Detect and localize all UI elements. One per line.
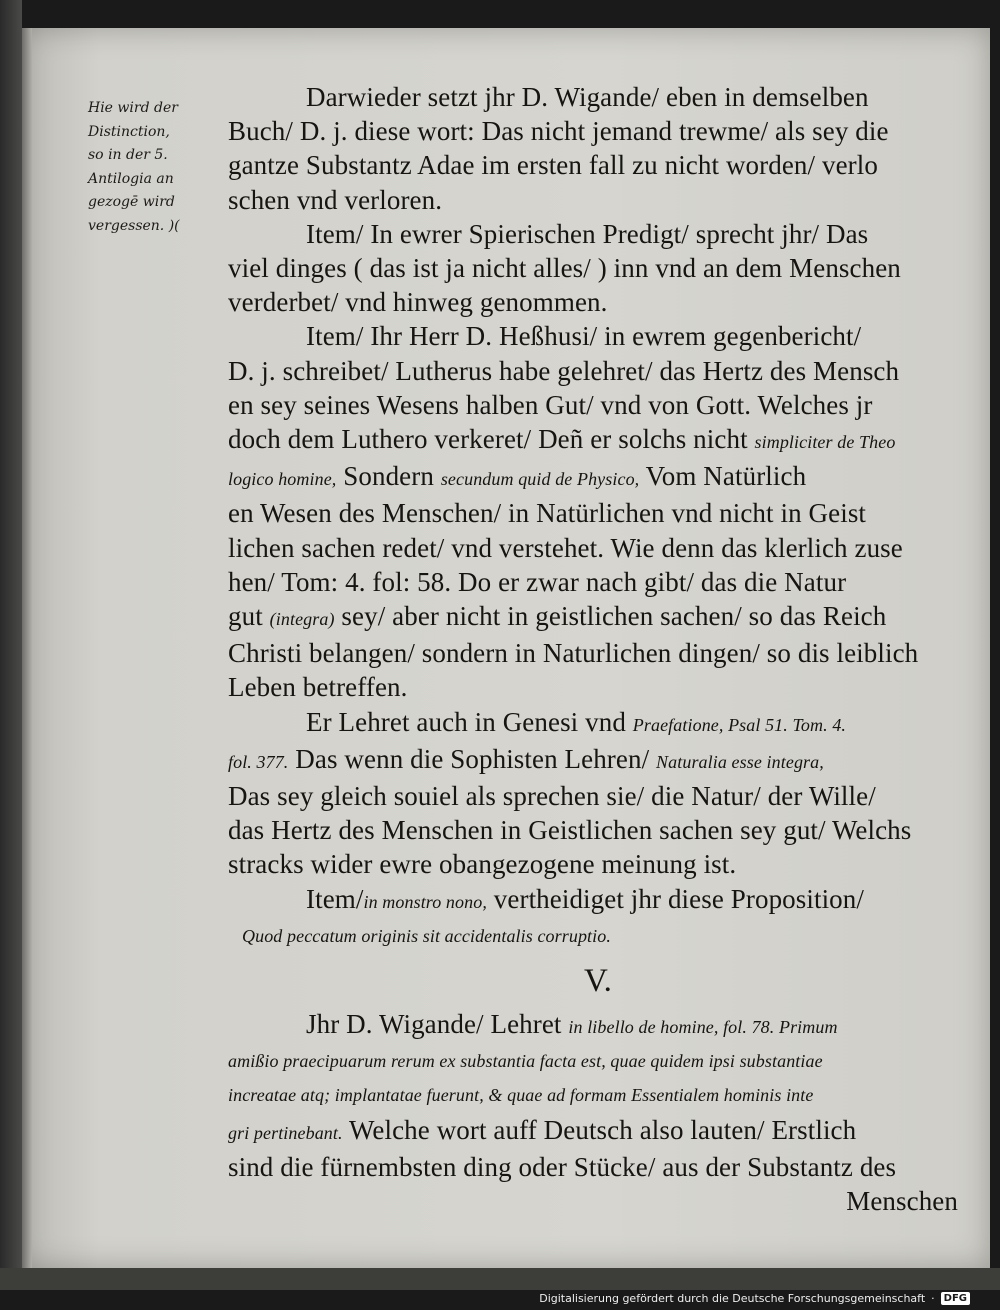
margin-line: Hie wird der <box>88 100 178 116</box>
latin-span: (integra) <box>269 609 335 630</box>
text-line: verderbet/ vnd hinweg genommen. <box>228 287 608 318</box>
text-span: Vom Natürlich <box>645 461 807 492</box>
latin-span: Praefatione, Psal 51. Tom. 4. <box>632 714 847 735</box>
latin-span: in monstro nono, <box>363 891 487 912</box>
text-span: Sondern <box>343 461 434 492</box>
margin-line: Distinction, <box>88 123 170 140</box>
latin-span: Naturalia esse integra, <box>656 751 824 772</box>
text-line: viel dinges ( das ist ja nicht alles/ ) inn vnd an dem Menschen <box>228 253 901 284</box>
latin-line: Quod peccatum originis sit accidentalis corruptio. <box>242 925 611 946</box>
text-span: sey/ aber nicht in geistlichen sachen/ so das Reich <box>341 601 887 632</box>
text-span: doch dem Luthero verkeret/ Deñ er solchs nicht <box>228 424 748 455</box>
margin-line: Antilogia an <box>88 170 174 187</box>
text-span: Welche wort auff Deutsch also lauten/ Erstlich <box>348 1114 857 1145</box>
latin-span: gri pertinebant. <box>228 1122 343 1143</box>
text-line: sind die fürnembsten ding oder Stücke/ aus der Substantz des <box>228 1151 897 1182</box>
paragraph-3 <box>228 319 968 704</box>
latin-span: fol. 377. <box>228 751 289 772</box>
text-line <box>228 1007 968 1044</box>
paragraph-1 <box>228 80 968 217</box>
section-heading: V. <box>583 963 613 1000</box>
text-line <box>228 459 968 496</box>
paragraph-4 <box>228 705 968 882</box>
dfg-logo: DFG <box>941 1292 970 1305</box>
text-line <box>228 882 968 919</box>
text-line: schen vnd verloren. <box>228 184 443 215</box>
margin-line: vergessen. )( <box>88 217 180 234</box>
text-line <box>228 599 968 636</box>
margin-line: gezogē wird <box>88 194 175 210</box>
footer-text: Digitalisierung gefördert durch die Deutsche Forschungsgemeinschaft <box>539 1292 926 1305</box>
funding-footer <box>539 1292 970 1305</box>
latin-span: simpliciter de Theo <box>754 432 896 453</box>
scan-border-bottom <box>0 1268 1000 1290</box>
text-line: Buch/ D. j. diese wort: Das nicht jemand trewme/ als sey die <box>228 116 889 147</box>
margin-note <box>88 97 238 238</box>
text-line: D. j. schreibet/ Lutherus habe gelehret/ das Hertz des Mensch <box>228 355 900 386</box>
text-line: Christi belangen/ sondern in Naturlichen dingen/ so dis leiblich <box>228 638 919 669</box>
text-line: hen/ Tom: 4. fol: 58. Do er zwar nach gibt/ das die Natur <box>228 566 847 597</box>
scan-border-left <box>0 0 22 1290</box>
text-line <box>228 422 968 459</box>
text-span: Jhr D. Wigande/ Lehret <box>306 1009 562 1040</box>
latin-line: increatae atq; implantatae fuerunt, & quae ad formam Essentialem hominis inte <box>228 1085 814 1106</box>
catchword: Menschen <box>846 1186 958 1217</box>
text-line: gantze Substantz Adae im ersten fall zu nicht worden/ verlo <box>228 150 878 181</box>
footer-separator: · <box>931 1292 935 1305</box>
text-line <box>228 705 968 742</box>
main-text <box>228 80 968 1218</box>
text-line <box>228 742 968 779</box>
text-line: Leben betreffen. <box>228 672 408 703</box>
text-line: das Hertz des Menschen in Geistlichen sachen sey gut/ Welchs <box>228 815 912 846</box>
text-line: en sey seines Wesens halben Gut/ vnd von Gott. Welches jr <box>228 389 873 420</box>
text-line: Darwieder setzt jhr D. Wigande/ eben in demselben <box>306 82 869 112</box>
paragraph-5 <box>228 882 968 953</box>
text-line: stracks wider ewre obangezogene meinung ist. <box>228 849 737 880</box>
page-edge <box>22 28 32 1268</box>
text-line: lichen sachen redet/ vnd verstehet. Wie denn das klerlich zuse <box>228 532 903 563</box>
text-span: Das wenn die Sophisten Lehren/ <box>295 743 650 774</box>
text-line: Item/ In ewrer Spierischen Predigt/ sprecht jhr/ Das <box>306 218 869 249</box>
latin-span: secundum quid de Physico, <box>440 469 640 490</box>
text-span: Item/ <box>306 883 364 914</box>
text-line <box>228 1113 968 1150</box>
text-span: gut <box>228 601 263 632</box>
text-span: vertheidiget jhr diese Proposition/ <box>493 883 864 914</box>
latin-line: amißio praecipuarum rerum ex substantia facta est, quae quidem ipsi substantiae <box>228 1051 823 1072</box>
latin-span: logico homine, <box>228 469 337 490</box>
text-line: Item/ Ihr Herr D. Heßhusi/ in ewrem gegenbericht/ <box>306 321 862 352</box>
paragraph-6 <box>228 1007 968 1218</box>
margin-line: so in der 5. <box>88 147 168 163</box>
text-line: Das sey gleich souiel als sprechen sie/ die Natur/ der Wille/ <box>228 781 876 812</box>
latin-span: in libello de homine, fol. 78. Primum <box>568 1017 838 1038</box>
text-span: Er Lehret auch in Genesi vnd <box>306 706 626 737</box>
text-line: en Wesen des Menschen/ in Natürlichen vnd nicht in Geist <box>228 498 867 529</box>
paragraph-2 <box>228 217 968 320</box>
